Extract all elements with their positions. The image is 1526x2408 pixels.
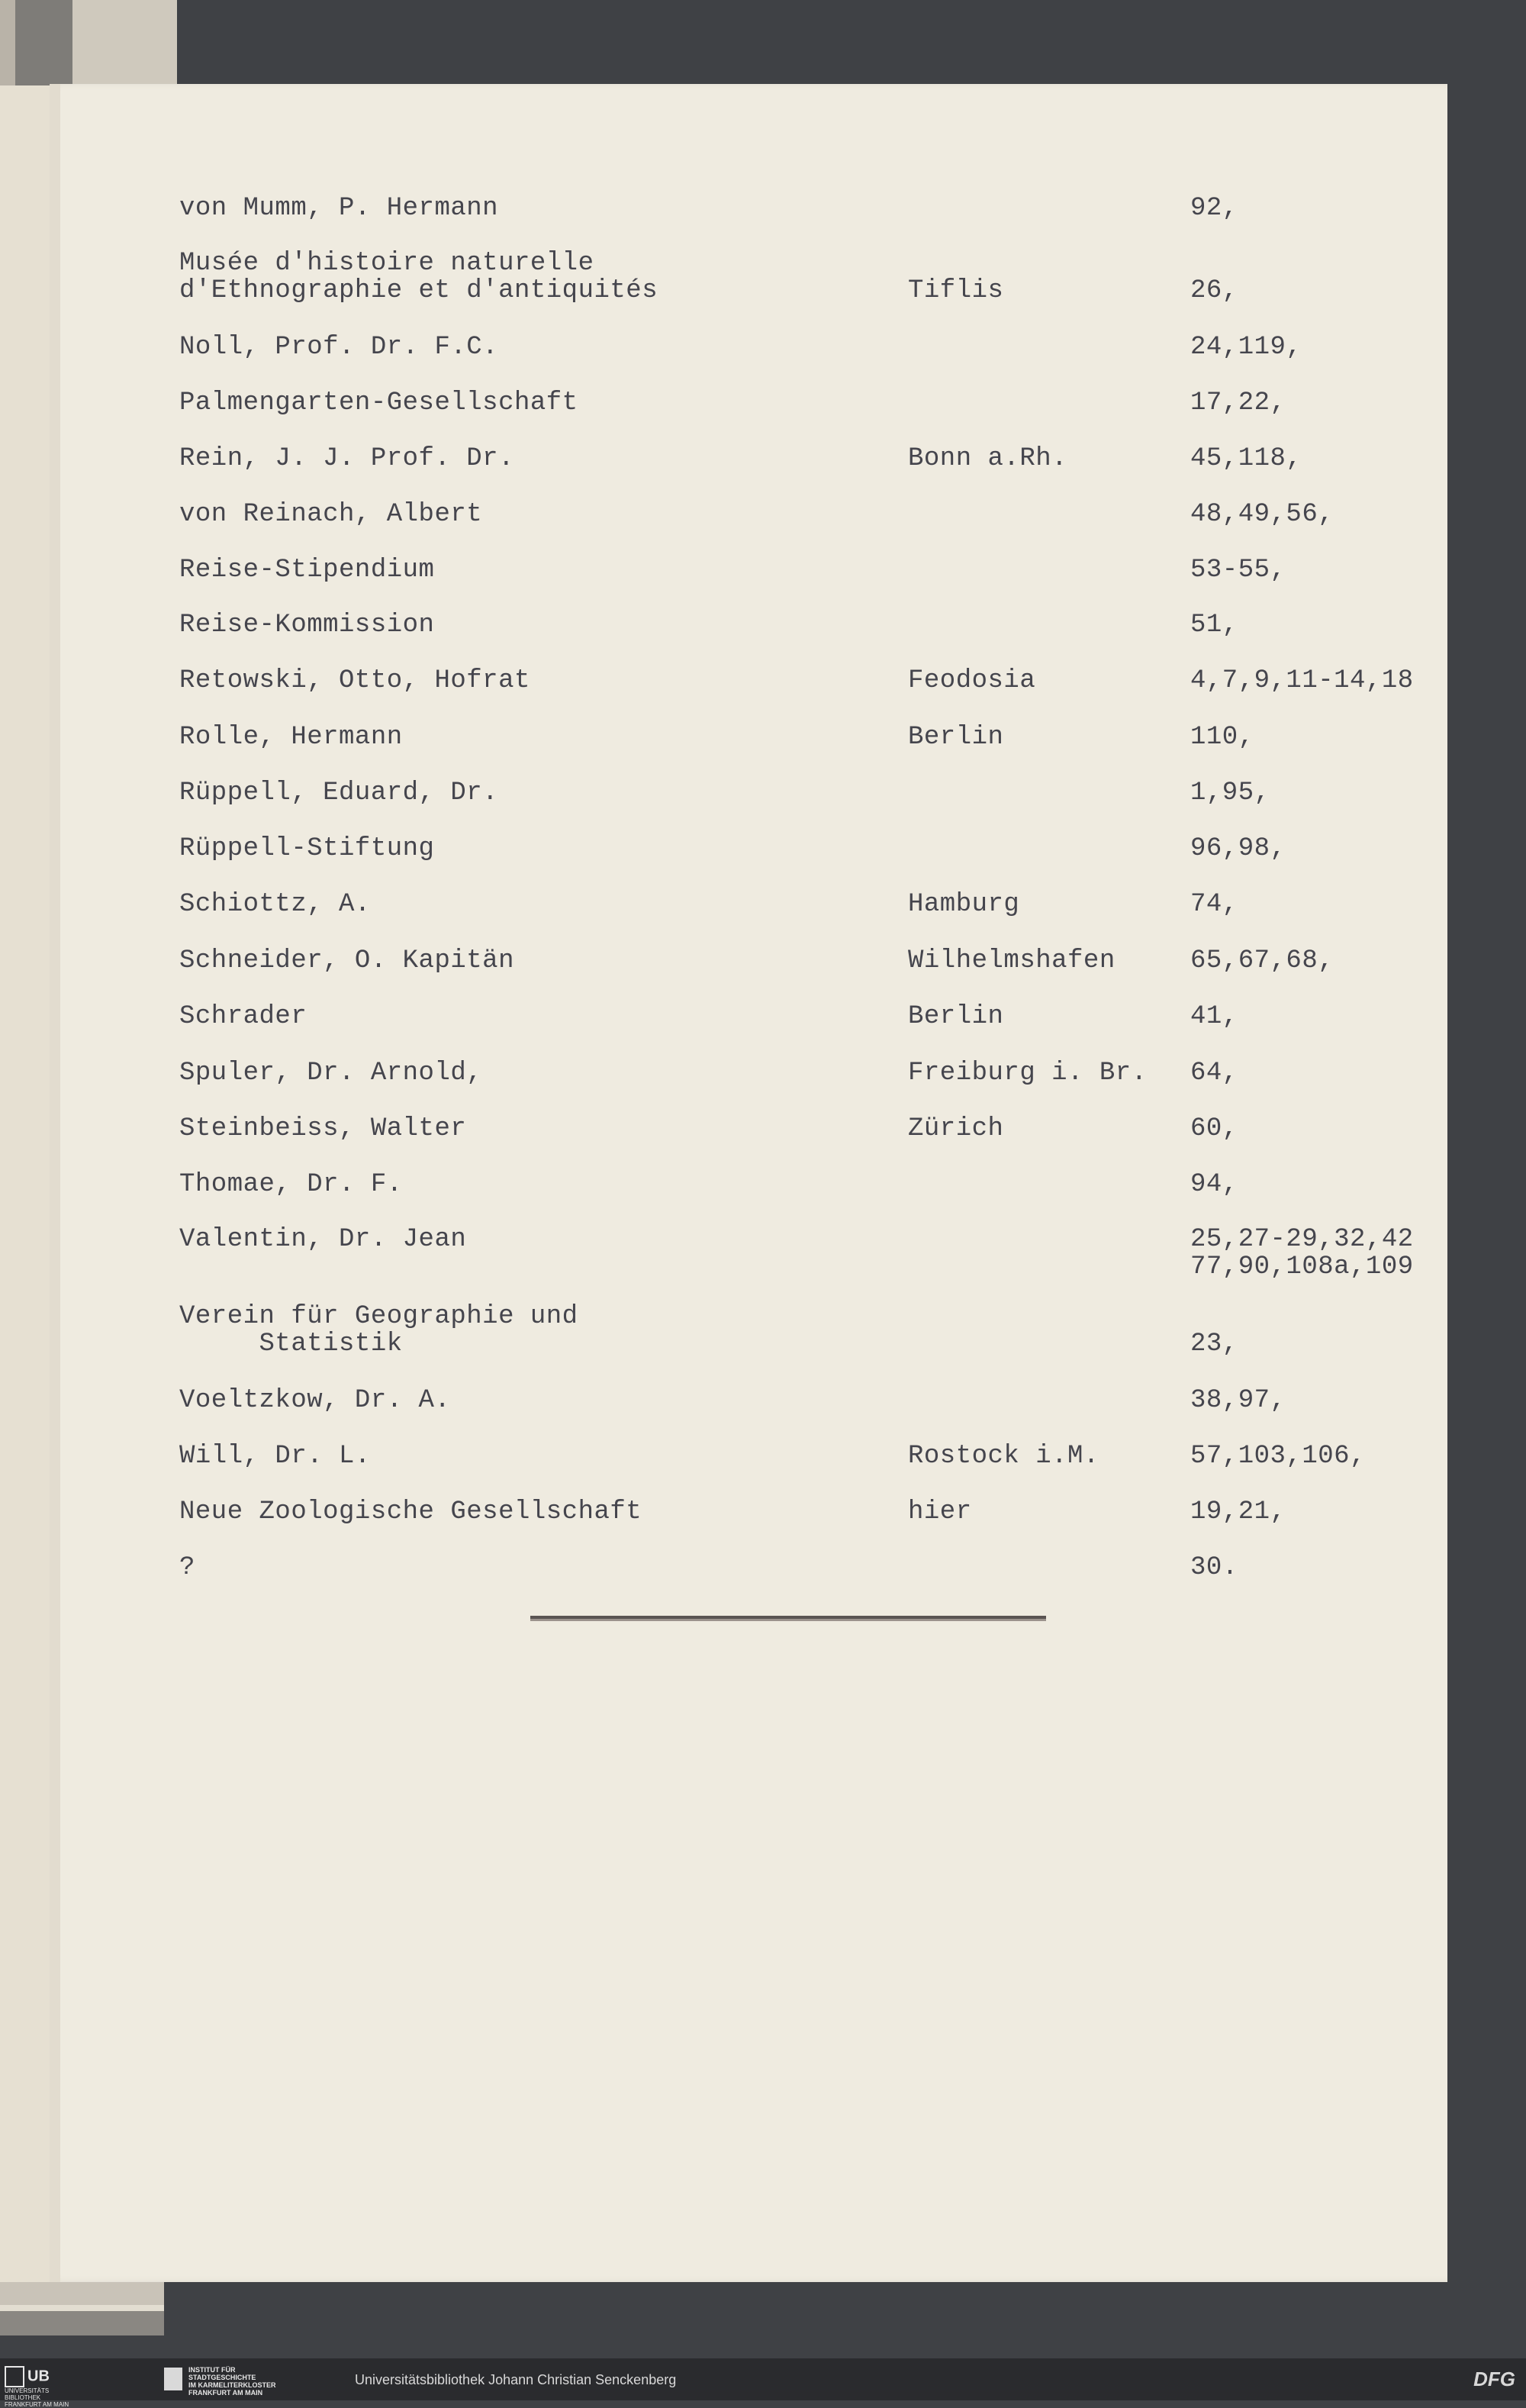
- scanner-background-left: [0, 85, 57, 2284]
- entry-name: Thomae, Dr. F.: [179, 1170, 403, 1199]
- entry-pages: 23,: [1190, 1330, 1238, 1359]
- institute-logo-icon: [164, 2368, 182, 2390]
- entry-pages: 30.: [1190, 1553, 1238, 1582]
- library-name: Universitätsbibliothek Johann Christian Senckenberg: [355, 2372, 677, 2387]
- entry-name: ?: [179, 1553, 195, 1582]
- entry-name: Voeltzkow, Dr. A.: [179, 1386, 451, 1415]
- entry-pages: 45,118,: [1190, 444, 1302, 473]
- entry-place: Rostock i.M.: [908, 1442, 1099, 1471]
- entry-place: Bonn a.Rh.: [908, 444, 1068, 473]
- entry-pages: 26,: [1190, 276, 1238, 305]
- entry-place: hier: [908, 1497, 972, 1526]
- entry-name: Neue Zoologische Gesellschaft: [179, 1497, 642, 1526]
- entry-name: Schiottz, A.: [179, 890, 371, 919]
- ub-logo-label: UB: [27, 2368, 50, 2385]
- dfg-logo[interactable]: DFG: [1473, 2368, 1515, 2390]
- entry-name: Reise-Kommission: [179, 611, 435, 640]
- entry-pages: 92,: [1190, 194, 1238, 223]
- entry-pages: 38,97,: [1190, 1386, 1286, 1415]
- closing-rule: [530, 1616, 1046, 1621]
- entry-name: Will, Dr. L.: [179, 1442, 371, 1471]
- entry-pages: 96,98,: [1190, 834, 1286, 863]
- entry-name: Palmengarten-Gesellschaft: [179, 388, 578, 417]
- entry-pages: 74,: [1190, 890, 1238, 919]
- entry-place: Hamburg: [908, 890, 1020, 919]
- entry-place: Berlin: [908, 723, 1004, 752]
- entry-pages: 19,21,: [1190, 1497, 1286, 1526]
- entry-pages: 51,: [1190, 611, 1238, 640]
- entry-place: Freiburg i. Br.: [908, 1059, 1148, 1088]
- entry-place: Berlin: [908, 1002, 1004, 1031]
- entry-name: Retowski, Otto, Hofrat: [179, 666, 530, 695]
- entry-pages: 17,22,: [1190, 388, 1286, 417]
- viewer-footer: [0, 2358, 1526, 2408]
- board-strip-bottom-light: [0, 2305, 164, 2311]
- entry-name: Musée d'histoire naturelle d'Ethnographie et d'antiquités: [179, 249, 658, 305]
- entry-pages: 4,7,9,11-14,18: [1190, 666, 1414, 695]
- ub-logo[interactable]: [5, 2366, 79, 2408]
- institute-logo-text: INSTITUT FÜR STADTGESCHICHTE IM KARMELITERKLOSTER FRANKFURT AM MAIN: [188, 2366, 276, 2397]
- entry-name: Verein für Geographie und Statistik: [179, 1302, 578, 1359]
- entry-name: Valentin, Dr. Jean: [179, 1225, 467, 1254]
- ub-logo-text: UNIVERSITÄTS BIBLIOTHEK FRANKFURT AM MAIN: [5, 2387, 69, 2408]
- scanner-background-top: [0, 0, 177, 85]
- entry-name: Steinbeiss, Walter: [179, 1114, 467, 1143]
- entry-pages: 24,119,: [1190, 333, 1302, 362]
- entry-pages: 94,: [1190, 1170, 1238, 1199]
- institute-logo[interactable]: [164, 2364, 301, 2395]
- page-edge: [50, 84, 60, 2282]
- entry-pages: 25,27-29,32,42 77,90,108a,109: [1190, 1225, 1414, 1281]
- entry-pages: 64,: [1190, 1059, 1238, 1088]
- board-edge: [0, 0, 15, 85]
- board-strip-bottom: [0, 2282, 164, 2305]
- entry-place: Zürich: [908, 1114, 1004, 1143]
- entry-name: Rüppell, Eduard, Dr.: [179, 778, 499, 808]
- ub-logo-icon: [5, 2366, 24, 2387]
- entry-place: Wilhelmshafen: [908, 946, 1116, 975]
- entry-name: Reise-Stipendium: [179, 556, 435, 585]
- entry-name: von Reinach, Albert: [179, 500, 483, 529]
- document-page: [50, 84, 1447, 2282]
- board-strip: [72, 0, 177, 85]
- entry-pages: 65,67,68,: [1190, 946, 1334, 975]
- entry-pages: 41,: [1190, 1002, 1238, 1031]
- entry-name: Noll, Prof. Dr. F.C.: [179, 333, 499, 362]
- entry-name: Rüppell-Stiftung: [179, 834, 435, 863]
- entry-place: Feodosia: [908, 666, 1036, 695]
- entry-pages: 48,49,56,: [1190, 500, 1334, 529]
- entry-place: Tiflis: [908, 276, 1004, 305]
- entry-name: Rolle, Hermann: [179, 723, 403, 752]
- entry-pages: 53-55,: [1190, 556, 1286, 585]
- entry-pages: 57,103,106,: [1190, 1442, 1366, 1471]
- entry-name: Schneider, O. Kapitän: [179, 946, 514, 975]
- entry-name: von Mumm, P. Hermann: [179, 194, 499, 223]
- scanner-background-bottom: [0, 2282, 164, 2335]
- entry-pages: 110,: [1190, 723, 1254, 752]
- entry-name: Schrader: [179, 1002, 307, 1031]
- entry-pages: 60,: [1190, 1114, 1238, 1143]
- entry-pages: 1,95,: [1190, 778, 1270, 808]
- entry-name: Spuler, Dr. Arnold,: [179, 1059, 483, 1088]
- entry-name: Rein, J. J. Prof. Dr.: [179, 444, 514, 473]
